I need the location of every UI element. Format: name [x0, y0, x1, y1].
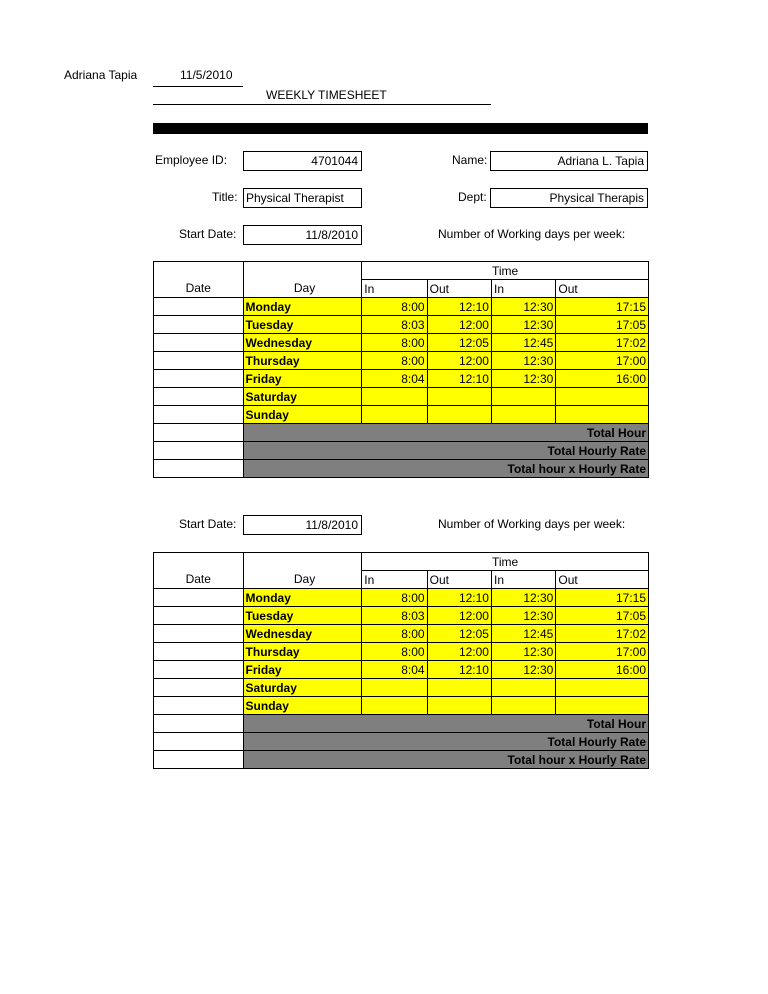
in-column-header: In: [362, 571, 427, 589]
out-cell[interactable]: [427, 388, 491, 406]
in-cell[interactable]: 8:04: [362, 370, 427, 388]
day-cell: Friday: [243, 661, 362, 679]
name-field[interactable]: Adriana L. Tapia: [490, 151, 648, 171]
date-cell[interactable]: [154, 442, 244, 460]
day-cell: Saturday: [243, 679, 362, 697]
title-underline: [153, 104, 491, 105]
timesheet-table: [153, 261, 649, 478]
day-cell: Saturday: [243, 388, 362, 406]
out-cell[interactable]: [556, 679, 649, 697]
out-cell[interactable]: 17:02: [556, 625, 649, 643]
date-cell[interactable]: [154, 352, 244, 370]
name-label: Name:: [452, 153, 488, 167]
in-column-header: In: [491, 571, 555, 589]
in-cell[interactable]: [362, 406, 427, 424]
timesheet-table: [153, 552, 649, 769]
employee-id-field[interactable]: 4701044: [243, 151, 362, 171]
employee-id-label: Employee ID:: [155, 153, 228, 167]
date-cell[interactable]: [154, 733, 244, 751]
time-header: Time: [362, 553, 649, 571]
title-label: Title:: [212, 190, 238, 204]
in-cell[interactable]: 8:00: [362, 589, 427, 607]
time-header: Time: [362, 262, 649, 280]
total-hourly-rate-label: Total Hourly Rate: [243, 733, 648, 751]
total-row: [154, 460, 649, 478]
in-cell[interactable]: 8:03: [362, 316, 427, 334]
out-cell[interactable]: 17:15: [556, 589, 649, 607]
date-cell[interactable]: [154, 679, 244, 697]
date-cell[interactable]: [154, 424, 244, 442]
total-row: [154, 751, 649, 769]
day-cell: Wednesday: [243, 625, 362, 643]
in-cell[interactable]: 12:45: [491, 625, 555, 643]
date-underline: [153, 86, 243, 87]
in-cell[interactable]: 8:00: [362, 643, 427, 661]
out-cell[interactable]: 12:00: [427, 316, 491, 334]
out-cell[interactable]: [556, 697, 649, 715]
total-hour-label: Total Hour: [243, 715, 648, 733]
date-cell[interactable]: [154, 661, 244, 679]
out-cell[interactable]: 17:00: [556, 352, 649, 370]
in-cell[interactable]: [362, 388, 427, 406]
in-cell[interactable]: [362, 697, 427, 715]
in-cell[interactable]: 8:00: [362, 334, 427, 352]
start-date-label: Start Date:: [179, 227, 237, 241]
date-cell[interactable]: [154, 625, 244, 643]
out-column-header: Out: [556, 571, 649, 589]
in-cell[interactable]: 12:30: [491, 352, 555, 370]
total-row: [154, 442, 649, 460]
dept-label: Dept:: [458, 190, 487, 204]
in-column-header: In: [491, 280, 555, 298]
out-cell[interactable]: [427, 406, 491, 424]
total-row: [154, 424, 649, 442]
employee-name-header: Adriana Tapia: [64, 68, 138, 82]
table-row: [154, 298, 649, 316]
table-row: [154, 625, 649, 643]
out-cell[interactable]: 12:00: [427, 643, 491, 661]
out-cell[interactable]: 12:05: [427, 334, 491, 352]
table-row: [154, 352, 649, 370]
in-cell[interactable]: [491, 406, 555, 424]
in-cell[interactable]: 12:30: [491, 298, 555, 316]
out-cell[interactable]: 12:10: [427, 370, 491, 388]
start-date-field[interactable]: 11/8/2010: [243, 225, 362, 245]
day-cell: Sunday: [243, 406, 362, 424]
date-cell[interactable]: [154, 643, 244, 661]
date-cell[interactable]: [154, 607, 244, 625]
table-row: [154, 589, 649, 607]
day-cell: Sunday: [243, 697, 362, 715]
in-cell[interactable]: 8:04: [362, 661, 427, 679]
table-row: [154, 679, 649, 697]
title-field[interactable]: Physical Therapist: [243, 188, 362, 208]
out-cell[interactable]: 16:00: [556, 661, 649, 679]
out-cell[interactable]: 17:02: [556, 334, 649, 352]
out-cell[interactable]: 12:10: [427, 298, 491, 316]
total-row: [154, 715, 649, 733]
out-cell[interactable]: 12:00: [427, 607, 491, 625]
out-cell[interactable]: [427, 697, 491, 715]
day-cell: Tuesday: [243, 607, 362, 625]
date-cell[interactable]: [154, 316, 244, 334]
in-column-header: In: [362, 280, 427, 298]
in-cell[interactable]: 12:30: [491, 316, 555, 334]
total-pay-label: Total hour x Hourly Rate: [243, 751, 648, 769]
in-cell[interactable]: 8:00: [362, 625, 427, 643]
in-cell[interactable]: [491, 388, 555, 406]
in-cell[interactable]: 12:30: [491, 661, 555, 679]
date-cell[interactable]: [154, 370, 244, 388]
table-row: [154, 406, 649, 424]
day-cell: Friday: [243, 370, 362, 388]
table-row: [154, 661, 649, 679]
total-pay-label: Total hour x Hourly Rate: [243, 460, 648, 478]
out-column-header: Out: [427, 280, 491, 298]
out-cell[interactable]: 17:05: [556, 316, 649, 334]
out-cell[interactable]: 16:00: [556, 370, 649, 388]
out-cell[interactable]: [556, 388, 649, 406]
in-cell[interactable]: 12:30: [491, 370, 555, 388]
out-cell[interactable]: [556, 406, 649, 424]
in-cell[interactable]: [491, 679, 555, 697]
in-cell[interactable]: 8:00: [362, 352, 427, 370]
table-row: [154, 334, 649, 352]
out-cell[interactable]: 12:10: [427, 589, 491, 607]
total-hour-label: Total Hour: [243, 424, 648, 442]
day-cell: Thursday: [243, 643, 362, 661]
start-date-field[interactable]: 11/8/2010: [243, 515, 362, 535]
working-days-label: Number of Working days per week:: [438, 227, 626, 241]
total-row: [154, 733, 649, 751]
day-cell: Tuesday: [243, 316, 362, 334]
in-cell[interactable]: 12:30: [491, 643, 555, 661]
date-cell[interactable]: [154, 751, 244, 769]
date-cell[interactable]: [154, 715, 244, 733]
in-cell[interactable]: [362, 679, 427, 697]
header-bar: [153, 123, 648, 134]
date-column-header: Date: [154, 280, 244, 298]
table-row: [154, 643, 649, 661]
total-hourly-rate-label: Total Hourly Rate: [243, 442, 648, 460]
day-cell: Wednesday: [243, 334, 362, 352]
in-cell[interactable]: 12:30: [491, 607, 555, 625]
table-row: [154, 316, 649, 334]
date-cell[interactable]: [154, 334, 244, 352]
out-cell[interactable]: 17:05: [556, 607, 649, 625]
table-row: [154, 388, 649, 406]
in-cell[interactable]: 12:30: [491, 589, 555, 607]
out-cell[interactable]: 12:00: [427, 352, 491, 370]
date-column-header: Date: [154, 571, 244, 589]
day-cell: Monday: [243, 298, 362, 316]
table-row: [154, 607, 649, 625]
date-cell[interactable]: [154, 406, 244, 424]
start-date-label: Start Date:: [179, 517, 237, 531]
in-cell[interactable]: 8:00: [362, 298, 427, 316]
out-cell[interactable]: 12:05: [427, 625, 491, 643]
day-cell: Thursday: [243, 352, 362, 370]
in-cell[interactable]: 8:03: [362, 607, 427, 625]
out-cell[interactable]: 17:00: [556, 643, 649, 661]
in-cell[interactable]: [491, 697, 555, 715]
date-cell[interactable]: [154, 298, 244, 316]
date-cell[interactable]: [154, 697, 244, 715]
day-column-header: Day: [243, 280, 362, 298]
day-column-header: Day: [243, 571, 362, 589]
out-column-header: Out: [556, 280, 649, 298]
out-cell[interactable]: 17:15: [556, 298, 649, 316]
date-cell[interactable]: [154, 460, 244, 478]
out-cell[interactable]: [427, 679, 491, 697]
page-title: WEEKLY TIMESHEET: [266, 88, 387, 102]
working-days-label: Number of Working days per week:: [438, 517, 626, 531]
header-date: 11/5/2010: [180, 68, 233, 82]
table-row: [154, 370, 649, 388]
dept-field[interactable]: Physical Therapis: [490, 188, 648, 208]
out-cell[interactable]: 12:10: [427, 661, 491, 679]
day-cell: Monday: [243, 589, 362, 607]
out-column-header: Out: [427, 571, 491, 589]
table-row: [154, 697, 649, 715]
date-cell[interactable]: [154, 589, 244, 607]
date-cell[interactable]: [154, 388, 244, 406]
in-cell[interactable]: 12:45: [491, 334, 555, 352]
